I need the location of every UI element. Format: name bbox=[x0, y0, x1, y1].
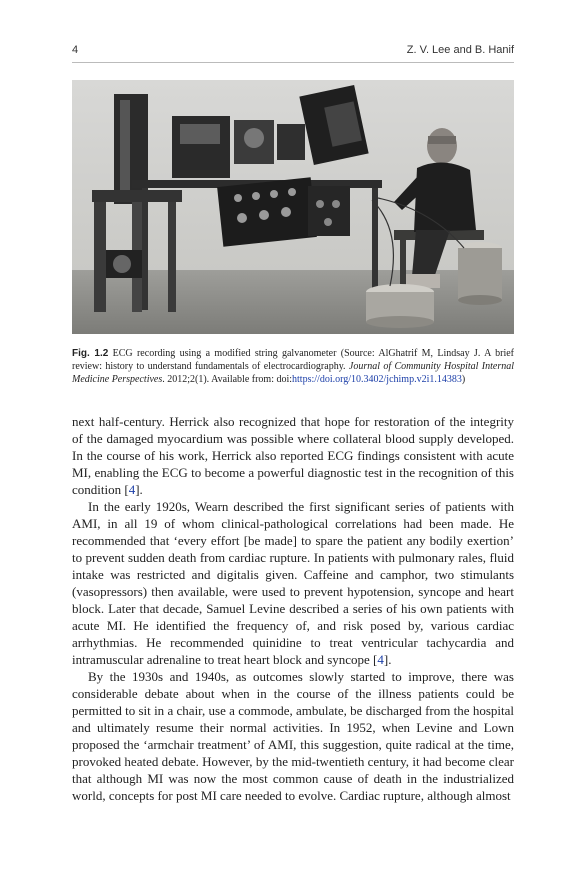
figure-caption bbox=[72, 347, 514, 386]
caption-citation: . 2012;2(1). Available from: doi: bbox=[162, 374, 293, 385]
caption-close: ) bbox=[461, 374, 466, 385]
header-rule bbox=[72, 62, 514, 63]
caption-journal: Journal of Community Hospital Internal Medicine Perspectives bbox=[72, 361, 514, 385]
caption-text: ECG recording using a modified string galvanometer (Source: AlGhatrif M, Lindsay J. A brief review: history to understand fundamentals of electrocardiography. bbox=[72, 348, 515, 372]
paragraph-2 bbox=[72, 498, 514, 668]
figure-photo-ecg-galvanometer bbox=[72, 80, 514, 334]
paragraph-1-end: ]. bbox=[135, 482, 143, 497]
running-head: Z. V. Lee and B. Hanif bbox=[406, 44, 514, 56]
paragraph-2-end: ]. bbox=[383, 652, 392, 667]
citation-ref[interactable]: 4 bbox=[377, 652, 384, 667]
citation-ref[interactable]: 4 bbox=[128, 482, 136, 497]
paragraph-3: By the 1930s and 1940s, as outcomes slowly started to improve, there was considerable debate about when in the course of the illness patients could be permitted to sit in a chair, use a commode, ambulate, be discharged from the hospital and ultimately resume their normal activities. In 1952, when Levine and Lown proposed the ‘armchair treatment’ of AMI, this suggestion, quite radical at the time, provoked heated debate. However, by the mid-twentieth century, it had become clear that although MI was now the most common cause of death in the industrialized world, concepts for post MI care needed to evolve. Cardiac rupture, although almost bbox=[72, 669, 514, 803]
page-number: 4 bbox=[72, 44, 79, 56]
body-text bbox=[72, 413, 514, 804]
paragraph-1 bbox=[72, 413, 514, 498]
paragraph-1-text: next half-century. Herrick also recognized that hope for restoration of the integrity of the damaged myocardium was possible where collateral blood supply developed. In the course of his work, Herrick also reported ECG findings consistent with acute MI, enabling the ECG to become a powerful diagnostic test in the recognition of this condition [ bbox=[72, 414, 514, 497]
photo-illustration bbox=[72, 80, 514, 334]
doi-link[interactable]: https://doi.org/10.3402/jchimp.v2i1.14383 bbox=[292, 374, 462, 385]
figure-label: Fig. 1.2 bbox=[72, 348, 109, 359]
paragraph-2-text: In the early 1920s, Wearn described the first significant series of patients with AMI, in all 19 of whom clinical-pathological correlations had been made. He recommended that ‘every effort [be made] to spare the patient any bodily exertion’ to prevent sudden death from cardiac rupture. In patients with pulmonary rales, fluid intake was restricted and digitalis given. Caffeine and camphor, two stimulants (vasopressors) then available, were used to prevent hypotension, syncope and heart block. Later that decade, Samuel Levine described a series of his own patients with acute MI. He identified the frequency of, and risk posed by, various cardiac arrhythmias. He recommended quinidine to treat ventricular tachycardia and intramuscular adrenaline to treat heart block and syncope [ bbox=[72, 499, 514, 667]
page-header bbox=[72, 44, 514, 62]
